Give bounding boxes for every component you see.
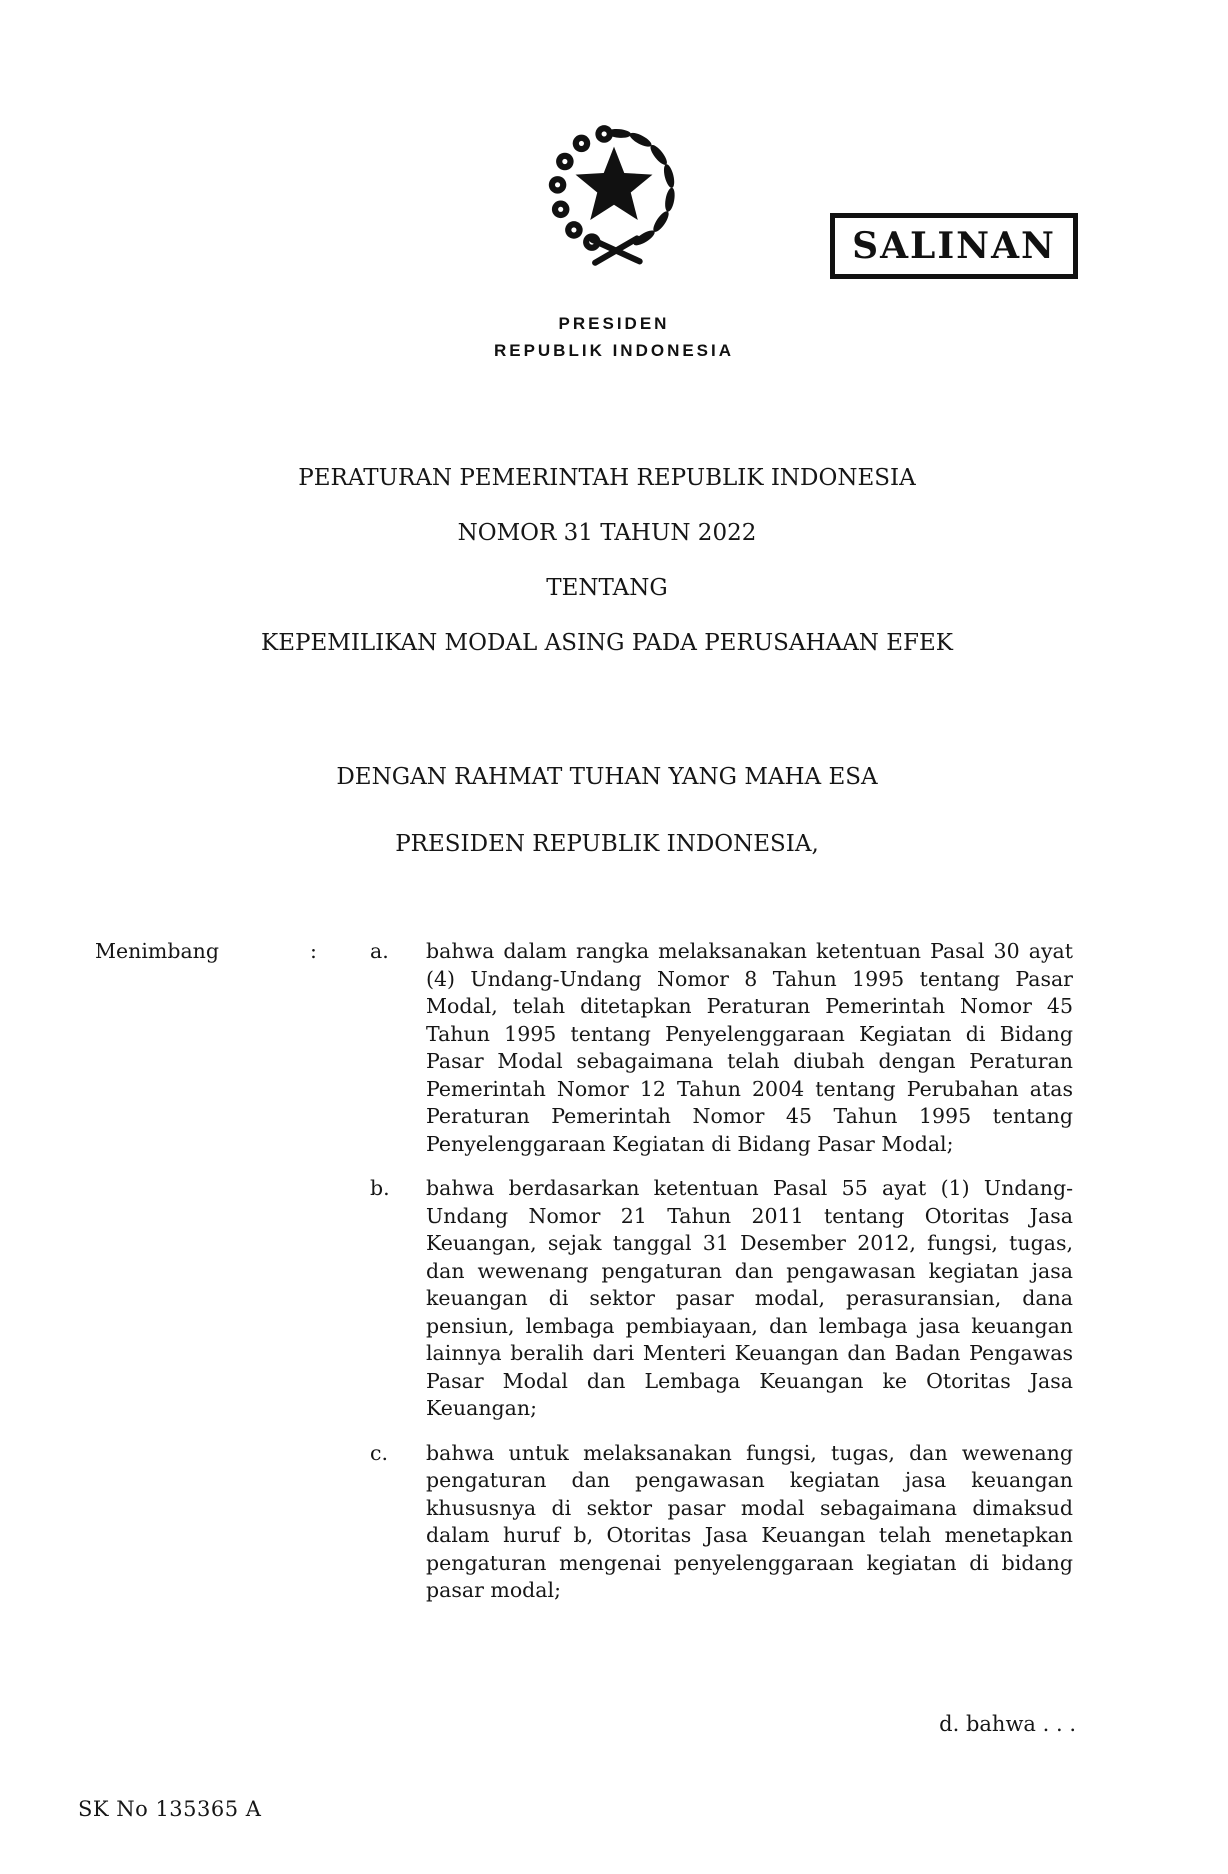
salutation-line: PRESIDEN REPUBLIK INDONESIA, — [395, 831, 819, 857]
considering-section — [95, 938, 1073, 1605]
regulation-title: PERATURAN PEMERINTAH REPUBLIK INDONESIA — [298, 465, 916, 491]
considering-items — [370, 938, 1073, 1605]
item-text: bahwa dalam rangka melaksanakan ketentuan Pasal 30 ayat (4) Undang-Undang Nomor 8 Tahun 1995 tentang Pasar Modal, telah ditetapkan Peraturan Pemerintah Nomor 45 Tahun 1995 tentang Penyelenggaraan Kegiatan di Bidang Pasar Modal sebagaimana telah diubah dengan Peraturan Pemerintah Nomor 12 Tahun 2004 tentang Perubahan atas Peraturan Pemerintah Nomor 45 Tahun 1995 tentang Penyelenggaraan Kegiatan di Bidang Pasar Modal; — [426, 939, 1073, 1156]
tentang-label: TENTANG — [546, 575, 668, 601]
salinan-stamp-label: SALINAN — [852, 225, 1056, 267]
considering-colon: : — [310, 939, 317, 963]
letterhead-presiden: PRESIDEN — [558, 314, 670, 333]
considering-item-a — [370, 938, 1073, 1158]
regulation-subject: KEPEMILIKAN MODAL ASING PADA PERUSAHAAN EFEK — [261, 630, 953, 656]
item-letter: a. — [370, 939, 389, 963]
letterhead — [0, 104, 1228, 364]
considering-item-b — [370, 1175, 1073, 1423]
considering-label: Menimbang — [95, 939, 219, 963]
document-code: SK No 135365 A — [78, 1797, 262, 1821]
item-text: bahwa untuk melaksanakan fungsi, tugas, dan wewenang pengaturan dan pengawasan kegiatan jasa keuangan khususnya di sektor pasar modal sebagaimana dimaksud dalam huruf b, Otoritas Jasa Keuangan telah menetapkan pengaturan mengenai penyelenggaraan kegiatan di bidang pasar modal; — [426, 1440, 1073, 1602]
regulation-number: NOMOR 31 TAHUN 2022 — [457, 520, 757, 546]
item-text: bahwa berdasarkan ketentuan Pasal 55 ayat (1) Undang-Undang Nomor 21 Tahun 2011 tentang Otoritas Jasa Keuangan, sejak tanggal 31 Desember 2012, fungsi, tugas, dan wewenang pengaturan dan pengawasan kegiatan jasa keuangan di sektor pasar modal, perasuransian, dana pensiun, lembaga pembiayaan, dan lembaga jasa keuangan lainnya beralih dari Menteri Keuangan dan Badan Pengawas Pasar Modal dan Lembaga Keuangan ke Otoritas Jasa Keuangan; — [426, 1176, 1073, 1420]
considering-item-c — [370, 1440, 1073, 1605]
item-letter: b. — [370, 1176, 390, 1200]
item-letter: c. — [370, 1440, 388, 1465]
presidential-star-wreath-emblem-icon — [533, 104, 695, 300]
invocation-block — [0, 763, 1214, 858]
regulation-title-block — [0, 464, 1214, 684]
invocation-line: DENGAN RAHMAT TUHAN YANG MAHA ESA — [336, 764, 878, 790]
continuation-catchword: d. bahwa . . . — [939, 1712, 1076, 1736]
letterhead-republik-indonesia: REPUBLIK INDONESIA — [493, 341, 735, 360]
